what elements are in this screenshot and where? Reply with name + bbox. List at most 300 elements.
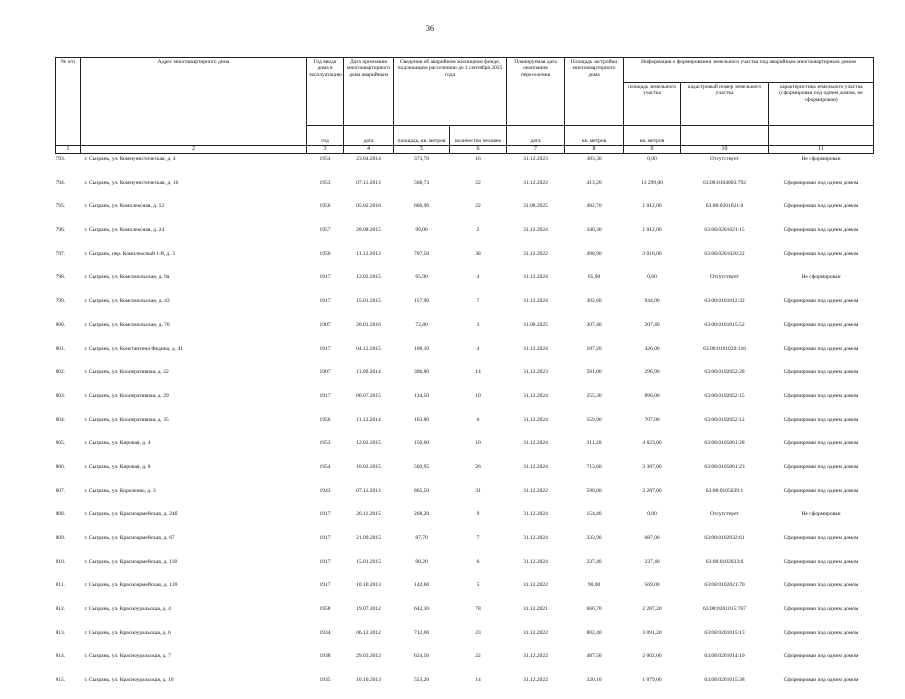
- cell-date: 07.11.2013: [356, 179, 381, 186]
- cell-build-area: 487,50: [586, 653, 602, 660]
- cell-build-area: 590,00: [586, 487, 602, 494]
- column-index: 1: [56, 146, 81, 154]
- cell-area: 108,10: [413, 345, 430, 352]
- table-row: [56, 486, 874, 510]
- cell-cadastral: 63:08:0105061:23: [704, 463, 745, 470]
- cell-land-area: 2 002,00: [642, 653, 662, 660]
- cell-address: г. Сызрань, ул. Комсомольская, д. 76: [84, 321, 170, 328]
- cell-char: Сформирован под одним домом: [783, 582, 859, 589]
- cell-address: г. Сызрань, ул. Комплексная, д. 12: [84, 203, 165, 210]
- cell-land-area: 426,00: [644, 345, 660, 352]
- cell-char: Сформирован под одним домом: [783, 203, 859, 210]
- cell-num: 807.: [55, 487, 66, 494]
- cell-char: Сформирован под одним домом: [783, 558, 859, 565]
- cell-char: Сформирован под одним домом: [783, 321, 859, 328]
- cell-year: 1917: [319, 345, 331, 352]
- cell-build-area: 498,90: [586, 250, 602, 257]
- cell-build-area: 482,70: [586, 203, 602, 210]
- cell-address: г. Сызрань, ул. Красноуральская, д. 6: [84, 629, 171, 636]
- cell-build-area: 154,40: [586, 511, 602, 518]
- cell-address: г. Сызрань, ул. Коммунистическая, д. 16: [84, 179, 179, 186]
- cell-address: г. Сызрань, ул. Кооперативная, д. 22: [84, 369, 169, 376]
- cell-land-area: 207,40: [644, 321, 660, 328]
- column-index: 6: [450, 146, 507, 154]
- cell-address: г. Сызрань, ул. Красноуральская, д. 4: [84, 606, 171, 613]
- cell-year: 1917: [319, 298, 331, 305]
- cell-char: Сформирован под одним домом: [783, 227, 859, 234]
- cell-land-area: 944,00: [644, 298, 660, 305]
- cell-num: 810.: [55, 558, 66, 565]
- cell-area: 163,80: [413, 416, 430, 423]
- cell-cadastral: 63:08:0104003:792: [702, 179, 747, 186]
- cell-area: 707,50: [413, 250, 430, 257]
- cell-area: 553,20: [413, 677, 430, 684]
- cell-date: 20.01.2016: [356, 321, 381, 328]
- cell-date: 21.09.2015: [356, 535, 381, 541]
- cell-build-area: 237,40: [586, 558, 602, 565]
- cell-num: 796.: [55, 227, 66, 234]
- cell-area: 142,60: [413, 582, 430, 589]
- cell-num: 798.: [55, 274, 66, 281]
- cell-address: г. Сызрань, ул. Красноуральская, д. 7: [84, 653, 171, 660]
- cell-plan: 31.12.2024: [523, 416, 548, 423]
- table-row: [56, 533, 874, 557]
- cell-area: 157,90: [413, 298, 430, 305]
- cell-land-area: 3 387,00: [642, 463, 662, 470]
- cell-people: 5: [476, 582, 480, 589]
- cell-date: 06.12.2012: [356, 629, 381, 636]
- table-row: [56, 320, 874, 344]
- cell-num: 800.: [55, 321, 66, 328]
- cell-cadastral: 63:08:0201015:38: [704, 677, 745, 684]
- cell-plan: 31.12.2024: [523, 392, 548, 399]
- cell-people: 38: [475, 250, 481, 257]
- cell-build-area: 65,90: [587, 274, 601, 281]
- cell-people: 7: [476, 298, 480, 305]
- cell-address: г. Сызрань, ул. Кооперативная, д. 35: [84, 416, 169, 423]
- cell-num: 812.: [55, 606, 66, 613]
- cell-build-area: 302,60: [586, 298, 602, 305]
- table-row: [56, 462, 874, 486]
- scan-mark: ˙: [605, 600, 608, 608]
- cell-address: г. Сызрань, ул. Красноармейская, д. 24б: [84, 511, 178, 518]
- cell-people: 26: [475, 463, 481, 470]
- cell-people: 6: [476, 558, 480, 565]
- header-plan-date: Планируемая дата окончания переселения: [507, 58, 565, 126]
- cell-build-area: 207,40: [586, 321, 602, 328]
- cell-year: 1954: [319, 463, 331, 470]
- cell-plan: 31.12.2024: [523, 274, 548, 281]
- cell-people: 4: [476, 345, 480, 352]
- cell-cadastral: 63:08:0201015:767: [702, 606, 747, 613]
- cell-char: Сформирован под одним домом: [783, 653, 859, 660]
- cell-year: 1907: [319, 321, 331, 328]
- cell-cadastral: 63:08:0201015:13: [704, 629, 745, 636]
- cell-address: г. Сызрань, ул. Коммунистическая, д. 4: [84, 156, 176, 162]
- cell-address: г. Сызрань, ул. Комплексная, д. 24: [84, 227, 165, 234]
- cell-year: 1907: [319, 369, 331, 376]
- cell-people: 3: [476, 321, 480, 328]
- cell-build-area: 383,30: [586, 156, 602, 162]
- cell-num: 815.: [55, 677, 66, 684]
- cell-area: 624,50: [413, 653, 430, 660]
- cell-num: 799.: [55, 298, 66, 305]
- cell-num: 794.: [55, 179, 66, 186]
- cell-date: 12.02.2015: [356, 274, 381, 281]
- cell-plan: 31.12.2023: [523, 156, 548, 162]
- cell-num: 797.: [55, 250, 66, 257]
- cell-num: 814.: [55, 653, 66, 660]
- cell-cadastral: 63:08:0101012:32: [704, 298, 745, 305]
- cell-address: г. Сызрань, ул. Красноармейская, д. 120: [84, 582, 178, 589]
- cell-date: 29.03.2012: [356, 653, 381, 660]
- cell-plan: 31.12.2021: [523, 606, 548, 613]
- header-year: Год ввода дома в эксплуатацию: [307, 58, 344, 126]
- cell-build-area: 90,00: [587, 582, 601, 589]
- cell-char: Сформирован под одним домом: [783, 606, 859, 613]
- cell-year: 1934: [319, 629, 331, 636]
- column-index: 11: [769, 146, 874, 154]
- cell-date: 04.12.2015: [356, 345, 381, 352]
- cell-plan: 31.12.2022: [523, 629, 548, 636]
- cell-char: Не сформирован: [801, 156, 841, 162]
- cell-date: 15.01.2015: [356, 558, 381, 565]
- cell-address: г. Сызрань, ул. Константина Федина, д. 41: [84, 345, 183, 352]
- table-row: [56, 438, 874, 462]
- column-index: 8: [565, 146, 624, 154]
- column-index: 7: [507, 146, 565, 154]
- header-unit-area: площадь, кв. метров: [394, 126, 450, 146]
- column-index: 4: [344, 146, 394, 154]
- cell-people: 22: [475, 179, 481, 186]
- cell-year: 1956: [319, 203, 331, 210]
- cell-land-area: 3 287,00: [642, 487, 662, 494]
- table-row: [56, 415, 874, 439]
- cell-area: 99,00: [415, 227, 428, 234]
- cell-build-area: 340,30: [586, 227, 602, 234]
- cell-num: 801.: [55, 345, 66, 352]
- cell-people: 22: [475, 203, 481, 210]
- cell-people: 31: [475, 487, 481, 494]
- header-land-area: площадь земельного участка: [624, 83, 681, 126]
- table-row: [56, 154, 874, 178]
- header-land-char: характеристика земельного участка (сформирован под одним домом, не сформирован): [769, 83, 874, 126]
- cell-build-area: 320,10: [586, 677, 602, 684]
- cell-area: 568,73: [413, 179, 430, 186]
- cell-num: 805.: [55, 440, 66, 447]
- cell-plan: 31.12.2024: [523, 345, 548, 352]
- column-index: 9: [624, 146, 681, 154]
- cell-date: 10.10.2013: [356, 582, 381, 589]
- cell-cadastral: 63:08:0102033:6: [705, 558, 744, 565]
- header-cadastral: кадастровый номер земельного участка: [681, 83, 769, 126]
- cell-land-area: 707,00: [644, 416, 660, 423]
- cell-date: 12.02.2015: [356, 440, 381, 447]
- header-emergency-fund: Сведения об аварийном жилищном фонде, подлежащем расселению до 1 сентября 2025 года: [394, 58, 507, 126]
- cell-build-area: 581,00: [586, 369, 602, 376]
- cell-cadastral: 63:08:0105039:1: [705, 487, 744, 494]
- cell-num: 795.: [55, 203, 66, 210]
- cell-address: г. Сызрань, ул. Красноармейская, д. 118: [84, 558, 178, 565]
- cell-people: 10: [475, 440, 481, 447]
- cell-address: г. Сызрань, ул. Комсомольская, д. 43: [84, 298, 170, 305]
- cell-cadastral: Отсутствует: [710, 511, 739, 518]
- cell-build-area: 559,90: [586, 416, 602, 423]
- cell-area: 373,70: [413, 156, 430, 162]
- cell-char: Сформирован под одним домом: [783, 440, 859, 447]
- column-index: 5: [394, 146, 450, 154]
- cell-plan: 31.12.2023: [523, 369, 548, 376]
- cell-year: 1938: [319, 653, 331, 660]
- cell-num: 804.: [55, 416, 66, 423]
- cell-date: 05.02.2016: [356, 203, 381, 210]
- cell-plan: 31.12.2022: [523, 677, 548, 684]
- cell-area: 268,20: [413, 511, 430, 518]
- cell-year: 1956: [319, 416, 331, 423]
- cell-cadastral: Отсутствует: [710, 274, 739, 281]
- cell-year: 1958: [319, 606, 331, 613]
- cell-year: 1917: [319, 274, 331, 281]
- table-row: [56, 580, 874, 604]
- cell-address: г. Сызрань, ул. Кировая, д. 4: [84, 440, 151, 447]
- table-row: [56, 225, 874, 249]
- cell-land-area: 4 823,00: [642, 440, 662, 447]
- page-number: 36: [426, 24, 434, 33]
- cell-build-area: 413,20: [586, 179, 602, 186]
- cell-plan: 31.12.2024: [523, 440, 548, 447]
- cell-build-area: 333,90: [586, 535, 602, 541]
- cell-date: 28.08.2015: [356, 227, 381, 234]
- cell-num: 811.: [55, 582, 65, 589]
- table-row: [56, 201, 874, 225]
- cell-cadastral: 63:08:0201021:15: [704, 227, 745, 234]
- cell-people: 23: [475, 629, 481, 636]
- cell-date: 23.04.2014: [356, 156, 381, 162]
- cell-area: 72,80: [415, 321, 428, 328]
- cell-char: Сформирован под одним домом: [783, 416, 859, 423]
- column-index: 10: [681, 146, 769, 154]
- cell-date: 07.11.2013: [356, 487, 381, 494]
- header-unit-date: дата: [344, 126, 394, 146]
- cell-year: 1917: [319, 511, 331, 518]
- cell-cadastral: 63:08:0102052:12: [704, 416, 745, 423]
- cell-people: 7: [476, 535, 480, 541]
- cell-plan: 31.12.2024: [523, 463, 548, 470]
- cell-land-area: 3 016,00: [642, 250, 662, 257]
- cell-area: 642,30: [413, 606, 430, 613]
- header-unit-sqm2: кв. метров: [624, 126, 681, 146]
- cell-date: 11.12.2014: [356, 416, 381, 423]
- cell-cadastral: 63:08:0201014:10: [704, 653, 745, 660]
- header-date-emergency: Дата признания многоквартирного дома аварийным: [344, 58, 394, 126]
- cell-year: 1950: [319, 250, 331, 257]
- cell-plan: 31.12.2024: [523, 558, 548, 565]
- cell-date: 10.10.2013: [356, 677, 381, 684]
- cell-area: 98,20: [415, 558, 428, 565]
- cell-address: г. Сызрань, ул. Красноармейская, д. 67: [84, 535, 175, 541]
- cell-cadastral: 63:08:0101020:116: [703, 345, 746, 352]
- table-row: [56, 178, 874, 202]
- header-unit-year: год: [307, 126, 344, 146]
- cell-cadastral: Отсутствует: [710, 156, 739, 162]
- header-unit-people: количество человек: [450, 126, 507, 146]
- cell-char: Сформирован под одним домом: [783, 250, 859, 257]
- cell-build-area: 660,70: [586, 606, 602, 613]
- cell-char: Сформирован под одним домом: [783, 179, 859, 186]
- cell-plan: 31.12.2024: [523, 298, 548, 305]
- cell-plan: 31.12.2022: [523, 582, 548, 589]
- cell-address: г. Сызрань, ул. Кировая, д. 8: [84, 463, 151, 470]
- cell-cadastral: 63:08:0102021:70: [704, 582, 745, 589]
- header-unit-empty-10: [681, 126, 769, 146]
- emergency-housing-table: [55, 57, 874, 699]
- cell-plan: 31.12.2024: [523, 535, 548, 541]
- cell-plan: 31.12.2024: [523, 227, 548, 234]
- cell-area: 712,00: [413, 629, 430, 636]
- cell-area: 134,50: [413, 392, 430, 399]
- header-unit-date2: дата: [507, 126, 565, 146]
- cell-date: 26.11.2015: [356, 511, 381, 518]
- table-row: [56, 509, 874, 533]
- cell-land-area: 296,90: [644, 369, 660, 376]
- cell-cadastral: 63:08:0102032:61: [704, 535, 745, 541]
- cell-year: 1917: [319, 558, 331, 565]
- cell-build-area: 802,40: [586, 629, 602, 636]
- cell-plan: 31.12.2022: [523, 250, 548, 257]
- header-building-area: Площадь застройки многоквартирного дома: [565, 58, 624, 126]
- cell-year: 1917: [319, 535, 331, 541]
- cell-people: 78: [475, 606, 481, 613]
- cell-land-area: 2 287,20: [642, 606, 662, 613]
- table-row: [56, 675, 874, 699]
- cell-cadastral: 63:08:0201020:22: [704, 250, 745, 257]
- cell-area: 306,80: [413, 369, 430, 376]
- header-address: Адрес многоквартирного дома: [81, 58, 307, 146]
- cell-area: 150,60: [413, 440, 430, 447]
- cell-land-area: 569,00: [644, 582, 660, 589]
- cell-plan: 31.08.2025: [523, 321, 548, 328]
- cell-people: 2: [476, 227, 480, 234]
- cell-land-area: 1 012,00: [642, 203, 662, 210]
- cell-land-area: 3 091,20: [642, 629, 662, 636]
- cell-land-area: 13 299,00: [641, 179, 664, 186]
- header-unit-empty-11: [769, 126, 874, 146]
- cell-people: 4: [476, 274, 480, 281]
- cell-char: Сформирован под одним домом: [783, 369, 859, 376]
- cell-land-area: 1 079,00: [642, 677, 662, 684]
- cell-land-area: 687,00: [644, 535, 660, 541]
- cell-people: 14: [475, 369, 481, 376]
- cell-num: 808.: [55, 511, 66, 518]
- cell-land-area: 896,00: [644, 392, 660, 399]
- cell-char: Сформирован под одним домом: [783, 392, 859, 399]
- cell-land-area: 237,40: [644, 558, 660, 565]
- cell-date: 19.07.2012: [356, 606, 381, 613]
- cell-plan: 31.08.2025: [523, 203, 548, 210]
- cell-year: 1943: [319, 487, 331, 494]
- table-row: [56, 344, 874, 368]
- cell-date: 11.12.2013: [356, 250, 381, 257]
- cell-land-area: 0,00: [647, 511, 657, 518]
- cell-people: 16: [475, 156, 481, 162]
- cell-char: Не сформирован: [801, 274, 841, 281]
- table-row: [56, 296, 874, 320]
- table-row: [56, 367, 874, 391]
- table-body: [56, 154, 874, 699]
- cell-num: 806.: [55, 463, 66, 470]
- cell-char: Сформирован под одним домом: [783, 677, 859, 684]
- cell-people: 14: [475, 677, 481, 684]
- cell-build-area: 187,20: [586, 345, 602, 352]
- cell-build-area: 255,30: [586, 392, 602, 399]
- cell-people: 9: [476, 511, 480, 518]
- cell-year: 1935: [319, 677, 331, 684]
- cell-address: г. Сызрань, ул. Красноуральская, д. 10: [84, 677, 174, 684]
- cell-area: 666,90: [413, 203, 430, 210]
- cell-address: г. Сызрань, ул. Комсомольская, д. 9а: [84, 274, 170, 281]
- cell-area: 865,50: [413, 487, 430, 494]
- column-index: 3: [307, 146, 344, 154]
- cell-char: Сформирован под одним домом: [783, 345, 859, 352]
- cell-land-area: 0,00: [647, 156, 657, 162]
- cell-num: 802.: [55, 369, 66, 376]
- cell-year: 1953: [319, 440, 331, 447]
- cell-people: 22: [475, 653, 481, 660]
- table-row: [56, 249, 874, 273]
- cell-plan: 31.12.2022: [523, 653, 548, 660]
- cell-year: 1957: [319, 227, 331, 234]
- cell-year: 1954: [319, 156, 331, 162]
- cell-date: 10.02.2015: [356, 463, 381, 470]
- cell-char: Сформирован под одним домом: [783, 298, 859, 305]
- table-row: [56, 391, 874, 415]
- cell-address: г. Сызрань, ул. Короленко, д. 3: [84, 487, 156, 494]
- header-num: № п/п: [56, 58, 81, 146]
- cell-address: г. Сызрань, ул. Кооперативная, д. 29: [84, 392, 169, 399]
- cell-plan: 31.12.2022: [523, 179, 548, 186]
- cell-char: Сформирован под одним домом: [783, 463, 859, 470]
- cell-build-area: 311,20: [586, 440, 602, 447]
- cell-char: Сформирован под одним домом: [783, 487, 859, 494]
- cell-cadastral: 63:08:0102052:15: [704, 392, 745, 399]
- cell-plan: 31.12.2022: [523, 487, 548, 494]
- cell-year: 1917: [319, 582, 331, 589]
- cell-char: Сформирован под одним домом: [783, 535, 859, 541]
- cell-date: 11.09.2014: [356, 369, 381, 376]
- cell-num: 793.: [55, 156, 66, 162]
- cell-address: г. Сызрань, пер. Комплексный 1-й, д. 3: [84, 250, 175, 257]
- cell-year: 1917: [319, 392, 331, 399]
- cell-plan: 31.12.2024: [523, 511, 548, 518]
- cell-cadastral: 63:08:0101015:52: [704, 321, 745, 328]
- header-unit-sqm: кв. метров: [565, 126, 624, 146]
- cell-year: 1953: [319, 179, 331, 186]
- cell-num: 809.: [55, 535, 66, 541]
- cell-cadastral: 63:08:0105061:28: [704, 440, 745, 447]
- table-row: [56, 604, 874, 628]
- cell-area: 65,90: [415, 274, 428, 281]
- cell-land-area: 1 012,00: [642, 227, 662, 234]
- cell-num: 803.: [55, 392, 66, 399]
- cell-char: Сформирован под одним домом: [783, 629, 859, 636]
- cell-cadastral: 63:08:0102052:28: [704, 369, 745, 376]
- cell-num: 813.: [55, 629, 66, 636]
- cell-char: Не сформирован: [801, 511, 841, 518]
- cell-build-area: 713,60: [586, 463, 602, 470]
- table-row: [56, 651, 874, 675]
- cell-date: 06.07.2015: [356, 392, 381, 399]
- header-land-info: Информация о формировании земельного участка под аварийным многоквартирным домом: [624, 58, 874, 83]
